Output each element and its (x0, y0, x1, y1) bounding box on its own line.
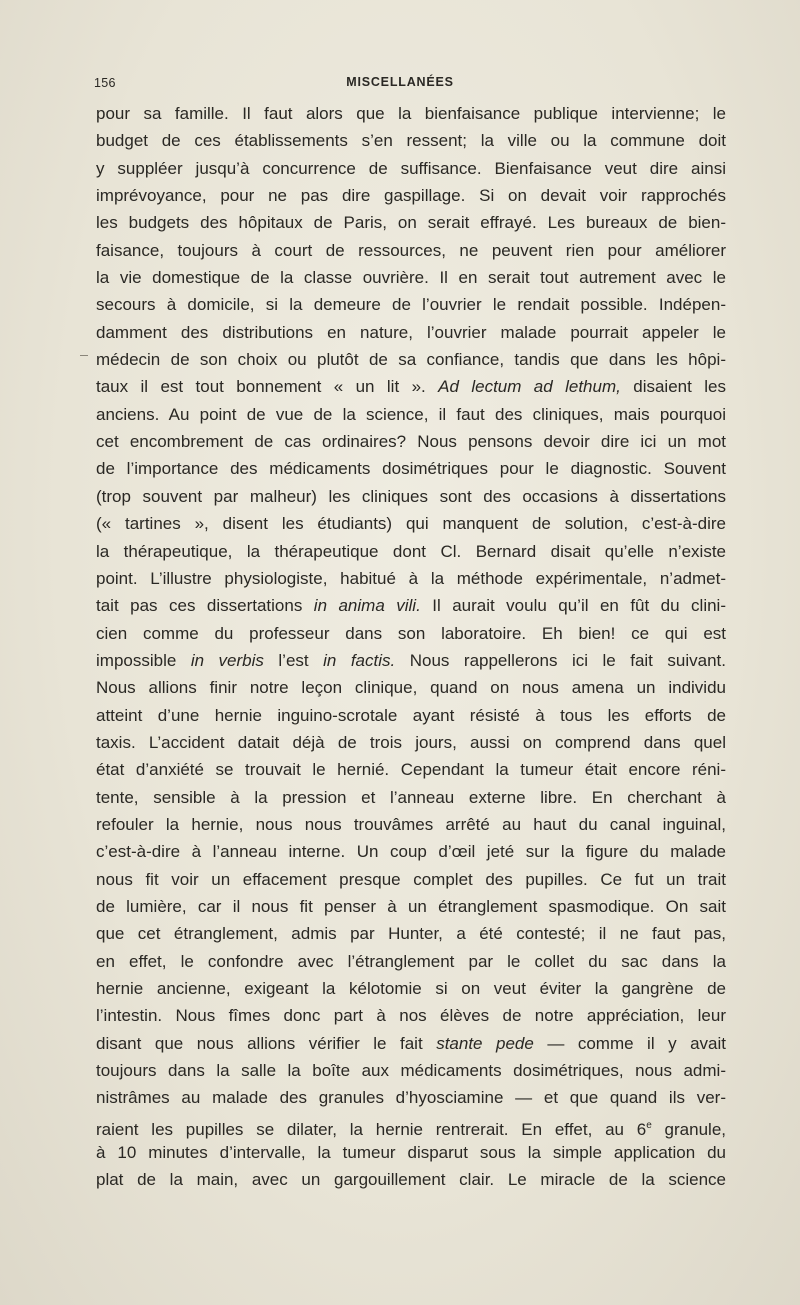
italic-phrase: in factis. (323, 650, 396, 670)
text-line (96, 756, 726, 783)
text-line (96, 866, 726, 893)
text-line (96, 237, 726, 264)
text-segment: c’est-à-dire à l’anneau interne. Un coup d’œil jeté sur la figure du malade (96, 842, 726, 862)
text-segment: l’intestin. Nous fîmes donc part à nos élèves de notre appréciation, leur (96, 1006, 726, 1026)
text-line (96, 264, 726, 291)
text-segment: Il aurait voulu qu’il en fût du clini- (420, 596, 726, 616)
text-segment: (« tartines », disent les étudiants) qui manquent de solution, c’est-à-dire (96, 514, 726, 534)
text-line (96, 729, 726, 756)
text-segment: l’est (263, 650, 324, 670)
text-segment: anciens. Au point de vue de la science, il faut des cliniques, mais pourquoi (96, 404, 726, 424)
italic-phrase: Ad lectum ad lethum, (438, 377, 621, 397)
text-segment: taxis. L’accident datait déjà de trois jours, aussi on comprend dans quel (96, 732, 726, 752)
text-segment: point. L’illustre physiologiste, habitué à la méthode expérimentale, n’admet- (96, 568, 726, 588)
text-line (96, 1084, 726, 1111)
superscript: e (646, 1119, 652, 1131)
text-segment: atteint d’une hernie inguino-scrotale ayant résisté à tous les efforts de (96, 705, 726, 725)
text-segment: de lumière, car il nous fit penser à un étranglement spasmodique. On sait (96, 896, 726, 916)
text-segment: état d’anxiété se trouvait le hernié. Cependant la tumeur était encore réni- (96, 760, 726, 780)
text-segment: taux il est tout bonnement « un lit ». (96, 377, 439, 397)
text-segment: impossible (96, 650, 191, 670)
text-segment: secours à domicile, si la demeure de l’ouvrier le rendait possible. Indépen- (96, 295, 726, 315)
text-segment: y suppléer jusqu’à concurrence de suffisance. Bienfaisance veut dire ainsi (96, 158, 726, 178)
text-line (96, 565, 726, 592)
text-line (96, 784, 726, 811)
text-segment: que cet étranglement, admis par Hunter, a été contesté; il ne faut pas, (96, 924, 726, 944)
running-title: MISCELLANÉES (346, 75, 454, 89)
margin-mark (80, 355, 88, 356)
text-segment: plat de la main, avec un gargouillement clair. Le miracle de la science (96, 1170, 726, 1190)
running-head (94, 72, 706, 96)
text-segment: raient les pupilles se dilater, la hernie rentrerait. En effet, au 6 (96, 1119, 647, 1139)
italic-phrase: stante pede (436, 1033, 534, 1053)
text-segment: médecin de son choix ou plutôt de sa confiance, tandis que dans les hôpi- (96, 350, 726, 370)
text-segment: damment des distributions en nature, l’ouvrier malade pourrait appeler le (96, 322, 726, 342)
text-line (96, 483, 726, 510)
text-line (96, 319, 726, 346)
text-line (96, 291, 726, 318)
text-line (96, 948, 726, 975)
text-segment: à 10 minutes d’intervalle, la tumeur disparut sous la simple application du (96, 1143, 726, 1163)
text-segment: la vie domestique de la classe ouvrière. Il en serait tout autrement avec le (96, 268, 726, 288)
italic-phrase: in anima vili. (313, 596, 421, 616)
text-line (96, 538, 726, 565)
text-segment: cien comme du professeur dans son laboratoire. Eh bien! ce qui est (96, 623, 726, 643)
text-line (96, 1057, 726, 1084)
text-segment: pour sa famille. Il faut alors que la bienfaisance publique intervienne; le (96, 104, 726, 123)
text-segment: hernie ancienne, exigeant la kélotomie si on veut éviter la gangrène de (96, 979, 726, 998)
body-text (96, 100, 726, 1194)
text-segment: nous fit voir un effacement presque complet des pupilles. Ce fut un trait (96, 869, 726, 889)
text-line (96, 647, 726, 674)
text-segment: de l’importance des médicaments dosimétriques pour le diagnostic. Souvent (96, 459, 726, 479)
text-line (96, 1112, 726, 1139)
text-segment: toujours dans la salle la boîte aux médicaments dosimétriques, nous admi- (96, 1061, 726, 1081)
text-segment: refouler la hernie, nous nous trouvâmes arrêté au haut du canal inguinal, (96, 814, 726, 834)
text-line (96, 209, 726, 236)
text-line (96, 620, 726, 647)
text-line (96, 674, 726, 701)
text-segment: granule, (651, 1119, 726, 1139)
text-line (96, 373, 726, 400)
italic-phrase: in verbis (190, 650, 264, 670)
text-line (96, 811, 726, 838)
text-segment: disaient les (620, 377, 726, 397)
text-line (96, 838, 726, 865)
text-line (96, 592, 726, 619)
text-line (96, 155, 726, 182)
text-segment: (trop souvent par malheur) les cliniques sont des occasions à dissertations (96, 486, 726, 506)
text-line (96, 401, 726, 428)
text-segment: — comme il y avait (533, 1033, 727, 1053)
text-segment: la thérapeutique, la thérapeutique dont Cl. Bernard disait qu’elle n’existe (96, 541, 726, 561)
text-segment: imprévoyance, pour ne pas dire gaspillage. Si on devait voir rapprochés (96, 186, 726, 206)
text-line (96, 920, 726, 947)
text-segment: cet encombrement de cas ordinaires? Nous pensons devoir dire ici un mot (96, 432, 726, 452)
text-segment: faisance, toujours à court de ressources, ne peuvent rien pour améliorer (96, 240, 726, 260)
text-segment: Nous allions finir notre leçon clinique, quand on nous amena un individu (96, 678, 726, 698)
text-line (96, 100, 726, 127)
text-segment: les budgets des hôpitaux de Paris, on serait effrayé. Les bureaux de bien- (96, 213, 726, 233)
page-number: 156 (94, 76, 116, 90)
text-segment: tait pas ces dissertations (96, 596, 314, 616)
text-segment: en effet, le confondre avec l’étranglement par le collet du sac dans la (96, 951, 726, 971)
text-line (96, 975, 726, 1002)
text-line (96, 510, 726, 537)
text-segment: Nous rappellerons ici le fait suivant. (395, 650, 726, 670)
text-segment: tente, sensible à la pression et l’anneau externe libre. En cherchant à (96, 787, 726, 807)
text-line (96, 893, 726, 920)
text-segment: disant que nous allions vérifier le fait (96, 1033, 437, 1053)
text-line (96, 1139, 726, 1166)
text-line (96, 428, 726, 455)
text-line (96, 702, 726, 729)
text-line (96, 1166, 726, 1193)
text-line (96, 455, 726, 482)
text-line (96, 182, 726, 209)
text-segment: budget de ces établissements s’en ressent; la ville ou la commune doit (96, 131, 726, 151)
text-segment: nistrâmes au malade des granules d’hyosciamine — et que quand ils ver- (96, 1088, 726, 1108)
text-line (96, 346, 726, 373)
text-line (96, 127, 726, 154)
text-line (96, 1002, 726, 1029)
text-line (96, 1030, 726, 1057)
